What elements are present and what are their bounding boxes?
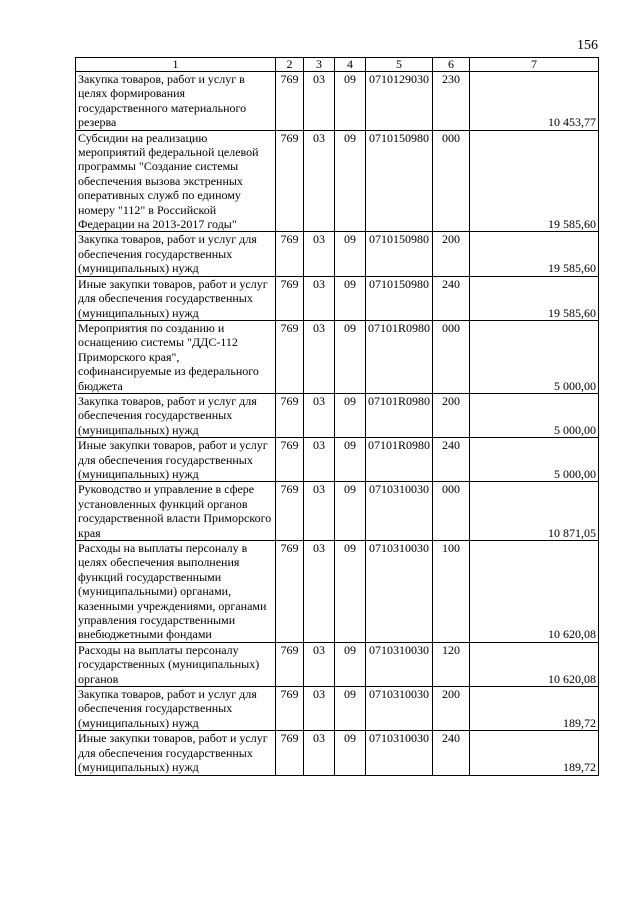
row-expense-type-code: 240 [433, 731, 470, 775]
row-name: Руководство и управление в сфере установленных функций органов государственной власти Приморского края [76, 482, 276, 541]
row-name: Закупка товаров, работ и услуг для обеспечения государственных (муниципальных) нужд [76, 687, 276, 731]
row-amount: 19 585,60 [470, 232, 599, 276]
row-amount: 19 585,60 [470, 276, 599, 320]
column-header: 2 [276, 58, 304, 72]
table-row [76, 482, 599, 541]
table-row [76, 541, 599, 643]
row-ved-code: 769 [276, 72, 304, 131]
table-row [76, 731, 599, 775]
row-target-code: 07101R0980 [366, 438, 433, 482]
table-row [76, 72, 599, 131]
row-name: Иные закупки товаров, работ и услуг для обеспечения государственных (муниципальных) нужд [76, 276, 276, 320]
table-row [76, 393, 599, 437]
row-target-code: 0710310030 [366, 642, 433, 686]
row-target-code: 0710150980 [366, 276, 433, 320]
row-amount: 5 000,00 [470, 393, 599, 437]
row-section-code: 03 [304, 541, 335, 643]
row-target-code: 07101R0980 [366, 320, 433, 393]
row-subsection-code: 09 [335, 276, 366, 320]
row-expense-type-code: 000 [433, 482, 470, 541]
row-amount: 5 000,00 [470, 438, 599, 482]
row-expense-type-code: 100 [433, 541, 470, 643]
row-amount: 10 620,08 [470, 541, 599, 643]
row-section-code: 03 [304, 687, 335, 731]
row-target-code: 0710150980 [366, 130, 433, 232]
row-expense-type-code: 230 [433, 72, 470, 131]
row-expense-type-code: 200 [433, 687, 470, 731]
row-expense-type-code: 240 [433, 438, 470, 482]
row-ved-code: 769 [276, 393, 304, 437]
row-name: Иные закупки товаров, работ и услуг для обеспечения государственных (муниципальных) нужд [76, 731, 276, 775]
row-name: Расходы на выплаты персоналу в целях обеспечения выполнения функций государственными (муниципальными) органами, казенными учреждениями, органами управления государственными внебюджетными фондами [76, 541, 276, 643]
row-subsection-code: 09 [335, 482, 366, 541]
row-subsection-code: 09 [335, 393, 366, 437]
row-subsection-code: 09 [335, 541, 366, 643]
row-ved-code: 769 [276, 687, 304, 731]
row-expense-type-code: 120 [433, 642, 470, 686]
table-row [76, 320, 599, 393]
row-subsection-code: 09 [335, 232, 366, 276]
row-amount: 10 871,05 [470, 482, 599, 541]
row-name: Субсидии на реализацию мероприятий федеральной целевой программы "Создание системы обеспечения вызова экстренных оперативных служб по единому номеру "112" в Российской Федерации на 2013-2017 годы" [76, 130, 276, 232]
row-section-code: 03 [304, 731, 335, 775]
header-row [76, 58, 599, 72]
column-header: 5 [366, 58, 433, 72]
row-ved-code: 769 [276, 731, 304, 775]
row-amount: 189,72 [470, 731, 599, 775]
row-amount: 5 000,00 [470, 320, 599, 393]
row-expense-type-code: 000 [433, 320, 470, 393]
row-expense-type-code: 200 [433, 393, 470, 437]
row-section-code: 03 [304, 276, 335, 320]
row-target-code: 0710129030 [366, 72, 433, 131]
row-name: Мероприятия по созданию и оснащению системы "ДДС-112 Приморского края", софинансируемые из федерального бюджета [76, 320, 276, 393]
table-row [76, 642, 599, 686]
row-target-code: 0710310030 [366, 687, 433, 731]
column-header: 6 [433, 58, 470, 72]
row-subsection-code: 09 [335, 731, 366, 775]
table-row [76, 232, 599, 276]
row-section-code: 03 [304, 482, 335, 541]
row-ved-code: 769 [276, 276, 304, 320]
row-name: Расходы на выплаты персоналу государственных (муниципальных) органов [76, 642, 276, 686]
row-name: Иные закупки товаров, работ и услуг для обеспечения государственных (муниципальных) нужд [76, 438, 276, 482]
row-section-code: 03 [304, 320, 335, 393]
row-target-code: 07101R0980 [366, 393, 433, 437]
column-header: 7 [470, 58, 599, 72]
row-name: Закупка товаров, работ и услуг для обеспечения государственных (муниципальных) нужд [76, 232, 276, 276]
column-header: 3 [304, 58, 335, 72]
row-section-code: 03 [304, 393, 335, 437]
row-subsection-code: 09 [335, 687, 366, 731]
row-expense-type-code: 000 [433, 130, 470, 232]
table-row [76, 130, 599, 232]
row-target-code: 0710150980 [366, 232, 433, 276]
row-name: Закупка товаров, работ и услуг для обеспечения государственных (муниципальных) нужд [76, 393, 276, 437]
column-header: 4 [335, 58, 366, 72]
row-ved-code: 769 [276, 482, 304, 541]
table-row [76, 438, 599, 482]
row-ved-code: 769 [276, 320, 304, 393]
row-name: Закупка товаров, работ и услуг в целях формирования государственного материального резерва [76, 72, 276, 131]
row-ved-code: 769 [276, 438, 304, 482]
column-header: 1 [76, 58, 276, 72]
page-number: 156 [577, 38, 598, 53]
row-target-code: 0710310030 [366, 482, 433, 541]
row-expense-type-code: 200 [433, 232, 470, 276]
row-target-code: 0710310030 [366, 541, 433, 643]
row-section-code: 03 [304, 438, 335, 482]
row-amount: 19 585,60 [470, 130, 599, 232]
row-subsection-code: 09 [335, 72, 366, 131]
row-subsection-code: 09 [335, 642, 366, 686]
row-amount: 10 453,77 [470, 72, 599, 131]
row-ved-code: 769 [276, 642, 304, 686]
row-section-code: 03 [304, 130, 335, 232]
row-section-code: 03 [304, 642, 335, 686]
row-subsection-code: 09 [335, 130, 366, 232]
row-ved-code: 769 [276, 232, 304, 276]
row-subsection-code: 09 [335, 320, 366, 393]
row-subsection-code: 09 [335, 438, 366, 482]
row-target-code: 0710310030 [366, 731, 433, 775]
row-ved-code: 769 [276, 130, 304, 232]
row-section-code: 03 [304, 72, 335, 131]
table-row [76, 276, 599, 320]
table-row [76, 687, 599, 731]
row-amount: 189,72 [470, 687, 599, 731]
row-ved-code: 769 [276, 541, 304, 643]
row-expense-type-code: 240 [433, 276, 470, 320]
row-section-code: 03 [304, 232, 335, 276]
budget-table [75, 57, 599, 776]
row-amount: 10 620,08 [470, 642, 599, 686]
